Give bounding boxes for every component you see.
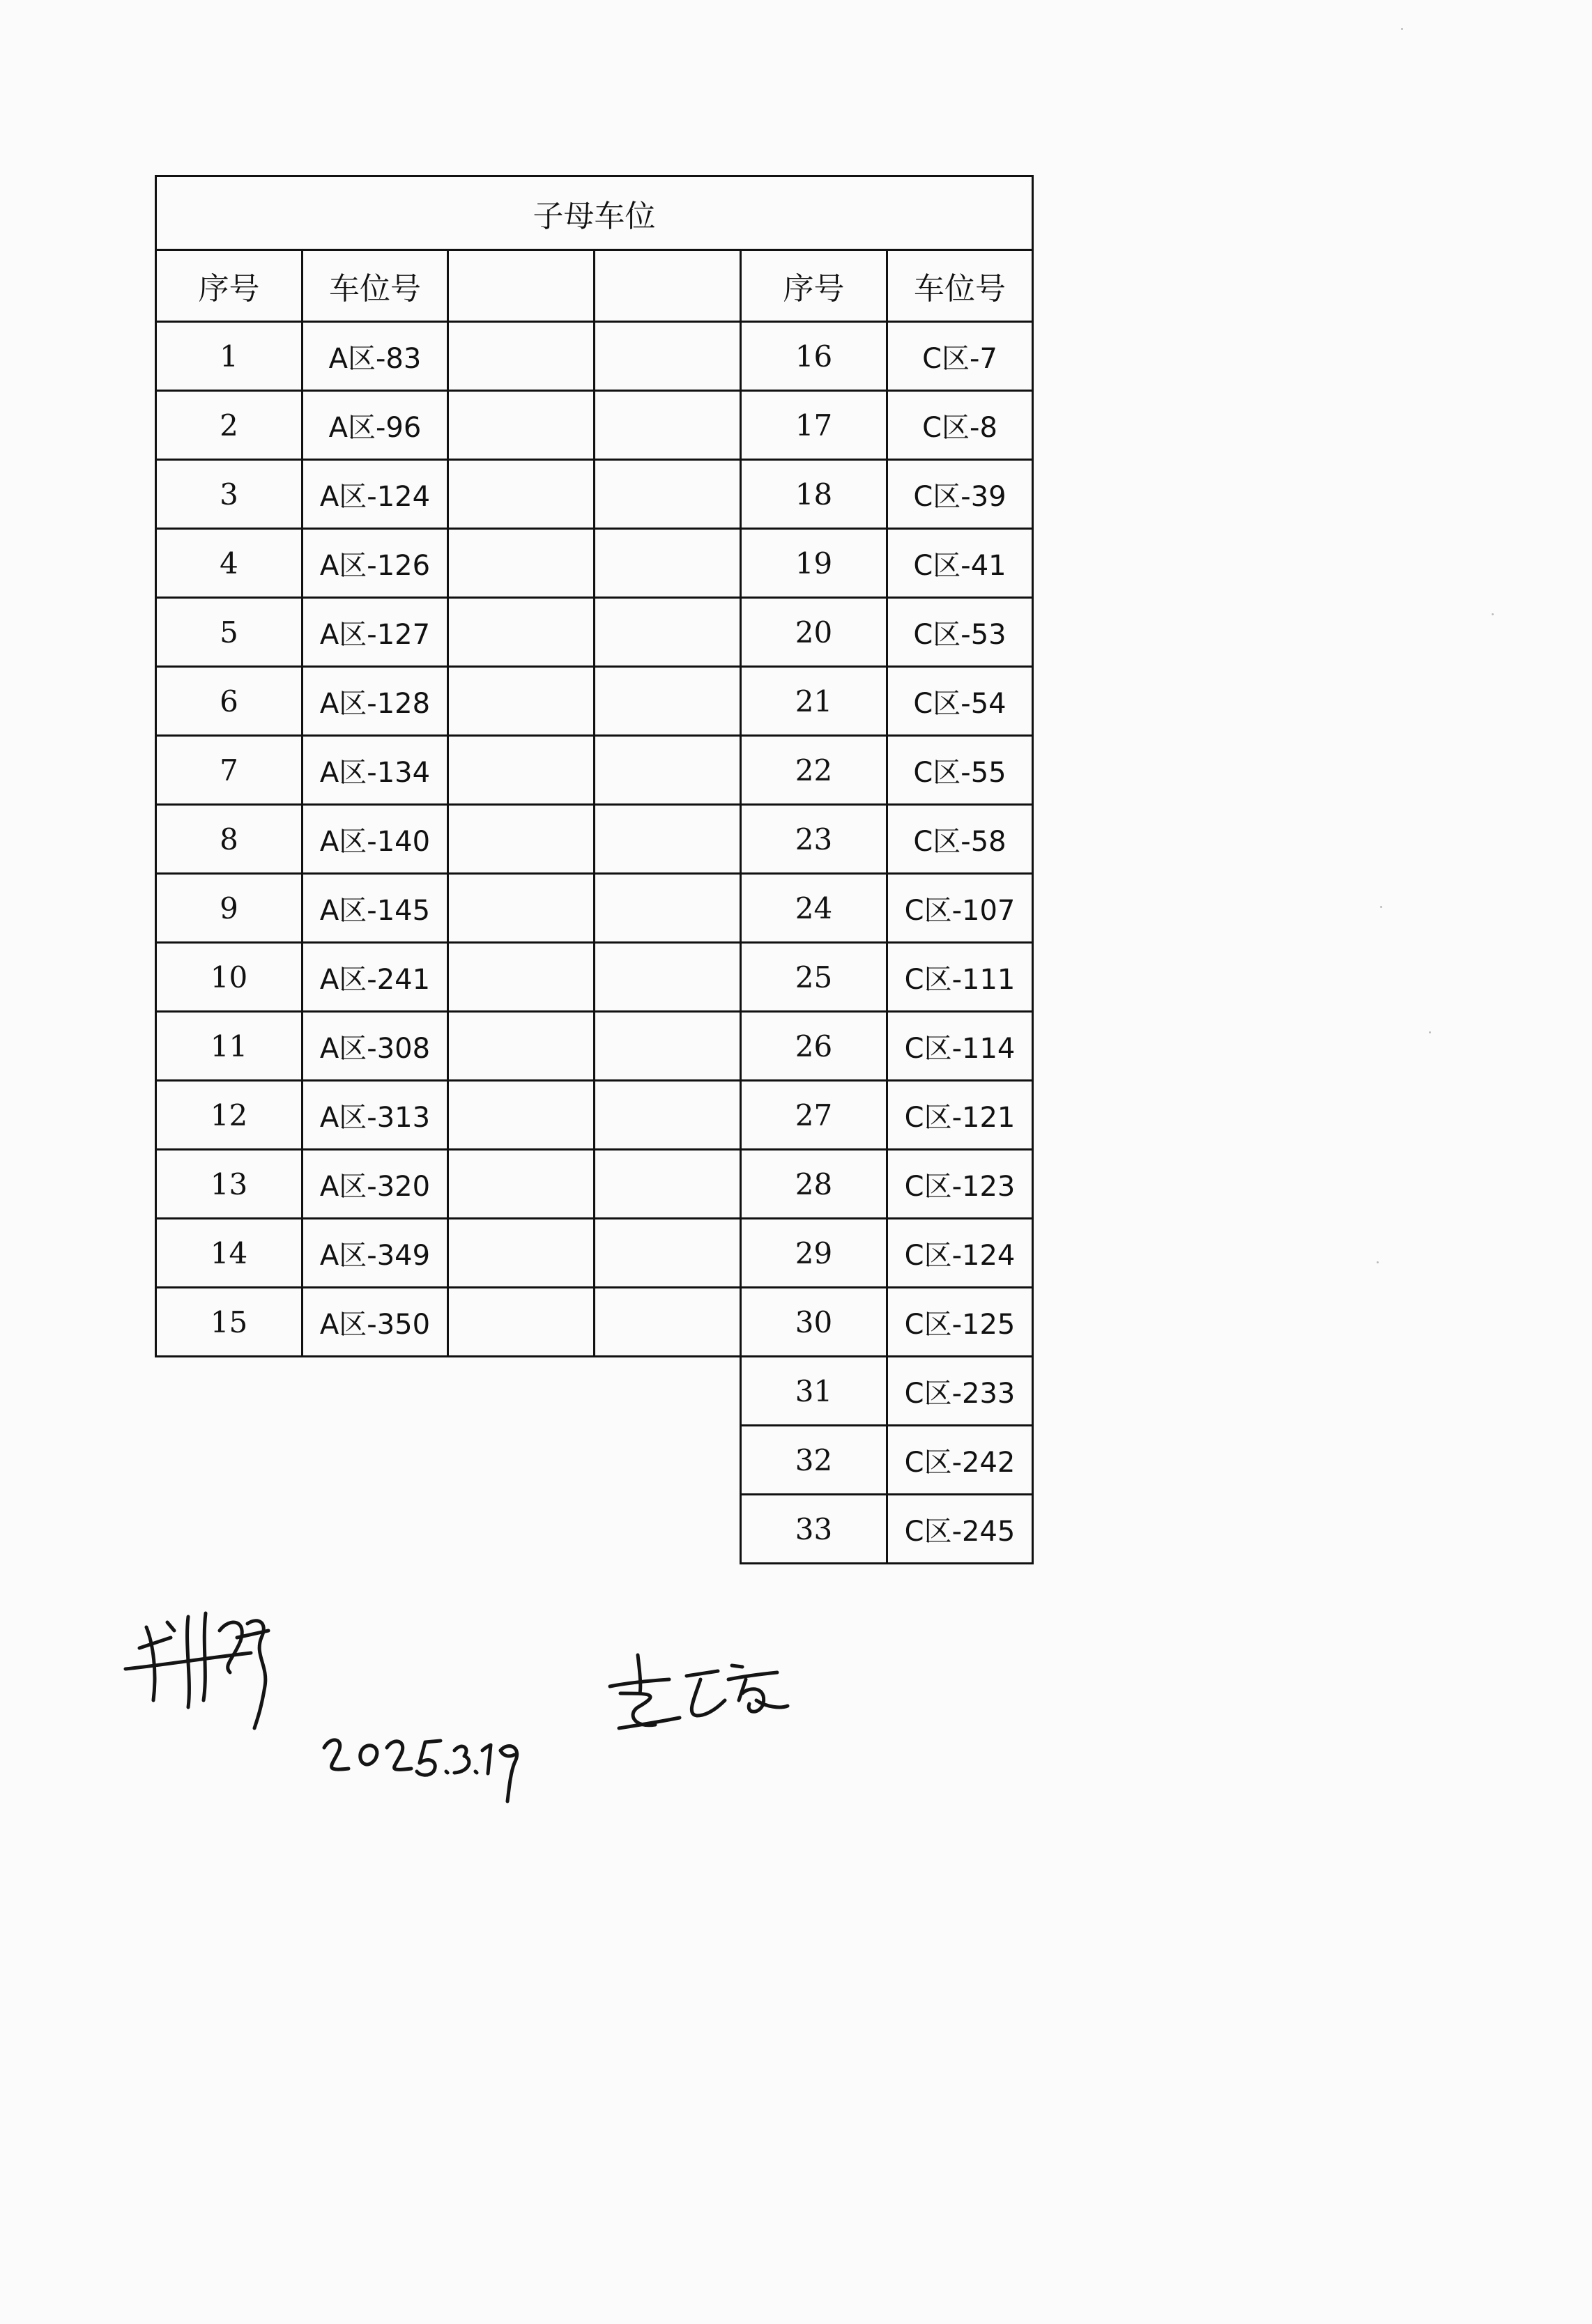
table-gap-cell <box>303 1357 448 1426</box>
row-seq-left: 2 <box>156 391 303 460</box>
row-blank-cell <box>448 1081 595 1150</box>
row-blank-cell <box>448 1150 595 1219</box>
parking-space-table <box>155 175 1034 1564</box>
row-blank-cell <box>595 322 741 391</box>
row-blank-cell <box>595 874 741 943</box>
row-space-left: A区-145 <box>303 874 448 943</box>
row-blank-cell <box>448 460 595 529</box>
row-space-right: C区-107 <box>887 874 1033 943</box>
table-header-row <box>156 250 1033 322</box>
scan-speck <box>1492 613 1494 615</box>
row-blank-cell <box>448 805 595 874</box>
row-seq-right: 19 <box>741 529 887 598</box>
row-seq-left: 12 <box>156 1081 303 1150</box>
row-blank-cell <box>448 736 595 805</box>
table-row <box>156 460 1033 529</box>
row-blank-cell <box>595 460 741 529</box>
table-row <box>156 805 1033 874</box>
row-space-left: A区-350 <box>303 1288 448 1357</box>
row-space-right: C区-242 <box>887 1426 1033 1495</box>
row-blank-cell <box>595 667 741 736</box>
row-seq-right: 33 <box>741 1495 887 1564</box>
row-blank-cell <box>595 805 741 874</box>
row-space-left: A区-349 <box>303 1219 448 1288</box>
table-gap-cell <box>448 1426 595 1495</box>
row-space-right: C区-121 <box>887 1081 1033 1150</box>
row-blank-cell <box>595 1150 741 1219</box>
signature-area <box>118 1589 885 1826</box>
row-space-right: C区-114 <box>887 1012 1033 1081</box>
row-space-right: C区-53 <box>887 598 1033 667</box>
row-space-left: A区-126 <box>303 529 448 598</box>
row-space-right: C区-39 <box>887 460 1033 529</box>
row-space-left: A区-320 <box>303 1150 448 1219</box>
row-seq-left: 7 <box>156 736 303 805</box>
header-seq-right: 序号 <box>741 250 887 322</box>
table-title-row <box>156 176 1033 250</box>
row-blank-cell <box>448 667 595 736</box>
row-blank-cell <box>595 1219 741 1288</box>
table-row <box>156 529 1033 598</box>
table-gap-cell <box>448 1495 595 1564</box>
row-seq-right: 30 <box>741 1288 887 1357</box>
row-space-left: A区-127 <box>303 598 448 667</box>
table-row <box>156 1219 1033 1288</box>
scan-speck <box>1377 1261 1379 1263</box>
row-seq-left: 14 <box>156 1219 303 1288</box>
header-space-left: 车位号 <box>303 250 448 322</box>
row-seq-right: 23 <box>741 805 887 874</box>
row-blank-cell <box>595 391 741 460</box>
table-row <box>156 1426 1033 1495</box>
row-seq-left: 11 <box>156 1012 303 1081</box>
row-space-left: A区-140 <box>303 805 448 874</box>
row-seq-right: 26 <box>741 1012 887 1081</box>
row-blank-cell <box>595 1012 741 1081</box>
table-row <box>156 667 1033 736</box>
scan-speck <box>1429 1031 1431 1033</box>
row-space-left: A区-96 <box>303 391 448 460</box>
row-seq-left: 15 <box>156 1288 303 1357</box>
row-blank-cell <box>448 1219 595 1288</box>
row-seq-right: 32 <box>741 1426 887 1495</box>
row-space-right: C区-123 <box>887 1150 1033 1219</box>
header-space-right: 车位号 <box>887 250 1033 322</box>
row-space-left: A区-313 <box>303 1081 448 1150</box>
scan-speck <box>1401 28 1403 30</box>
table-gap-cell <box>156 1495 303 1564</box>
table-gap-cell <box>303 1426 448 1495</box>
row-space-right: C区-55 <box>887 736 1033 805</box>
row-space-right: C区-54 <box>887 667 1033 736</box>
row-blank-cell <box>448 529 595 598</box>
signature-2 <box>610 1655 788 1728</box>
row-blank-cell <box>595 1288 741 1357</box>
table-row <box>156 736 1033 805</box>
row-blank-cell <box>448 943 595 1012</box>
row-blank-cell <box>595 598 741 667</box>
row-space-right: C区-125 <box>887 1288 1033 1357</box>
table-row <box>156 322 1033 391</box>
row-seq-left: 1 <box>156 322 303 391</box>
header-blank-1 <box>448 250 595 322</box>
row-space-left: A区-124 <box>303 460 448 529</box>
header-blank-2 <box>595 250 741 322</box>
row-blank-cell <box>448 391 595 460</box>
handwritten-signatures <box>118 1589 885 1826</box>
row-blank-cell <box>448 1012 595 1081</box>
row-seq-right: 25 <box>741 943 887 1012</box>
row-blank-cell <box>595 529 741 598</box>
row-seq-right: 17 <box>741 391 887 460</box>
table-row <box>156 1357 1033 1426</box>
row-seq-right: 28 <box>741 1150 887 1219</box>
table-row <box>156 391 1033 460</box>
row-space-right: C区-58 <box>887 805 1033 874</box>
row-space-right: C区-7 <box>887 322 1033 391</box>
row-blank-cell <box>448 322 595 391</box>
row-space-left: A区-308 <box>303 1012 448 1081</box>
table-gap-cell <box>156 1357 303 1426</box>
table-gap-cell <box>156 1426 303 1495</box>
row-seq-right: 18 <box>741 460 887 529</box>
row-seq-right: 22 <box>741 736 887 805</box>
table-row <box>156 598 1033 667</box>
row-seq-left: 4 <box>156 529 303 598</box>
row-seq-right: 27 <box>741 1081 887 1150</box>
table-gap-cell <box>595 1495 741 1564</box>
table-row <box>156 874 1033 943</box>
row-seq-left: 3 <box>156 460 303 529</box>
row-space-left: A区-241 <box>303 943 448 1012</box>
row-seq-right: 29 <box>741 1219 887 1288</box>
table-row <box>156 1081 1033 1150</box>
table-title: 子母车位 <box>156 176 1033 250</box>
row-space-left: A区-128 <box>303 667 448 736</box>
row-seq-left: 8 <box>156 805 303 874</box>
table-gap-cell <box>303 1495 448 1564</box>
row-seq-right: 24 <box>741 874 887 943</box>
row-seq-left: 13 <box>156 1150 303 1219</box>
row-seq-left: 5 <box>156 598 303 667</box>
row-blank-cell <box>595 943 741 1012</box>
table-row <box>156 1495 1033 1564</box>
table-row <box>156 1288 1033 1357</box>
row-blank-cell <box>448 874 595 943</box>
row-seq-left: 9 <box>156 874 303 943</box>
row-space-left: A区-83 <box>303 322 448 391</box>
row-blank-cell <box>595 1081 741 1150</box>
signature-date <box>324 1740 517 1801</box>
table-row <box>156 943 1033 1012</box>
row-blank-cell <box>595 736 741 805</box>
scan-speck <box>1380 906 1382 908</box>
row-seq-right: 16 <box>741 322 887 391</box>
row-space-right: C区-111 <box>887 943 1033 1012</box>
row-space-right: C区-8 <box>887 391 1033 460</box>
table-gap-cell <box>595 1426 741 1495</box>
row-seq-left: 10 <box>156 943 303 1012</box>
row-seq-right: 21 <box>741 667 887 736</box>
row-space-right: C区-245 <box>887 1495 1033 1564</box>
signature-1 <box>125 1613 268 1728</box>
row-space-left: A区-134 <box>303 736 448 805</box>
table-gap-cell <box>448 1357 595 1426</box>
table-row <box>156 1150 1033 1219</box>
row-seq-right: 20 <box>741 598 887 667</box>
row-seq-right: 31 <box>741 1357 887 1426</box>
row-space-right: C区-41 <box>887 529 1033 598</box>
row-blank-cell <box>448 1288 595 1357</box>
table-row <box>156 1012 1033 1081</box>
row-space-right: C区-233 <box>887 1357 1033 1426</box>
row-blank-cell <box>448 598 595 667</box>
row-seq-left: 6 <box>156 667 303 736</box>
header-seq-left: 序号 <box>156 250 303 322</box>
table-gap-cell <box>595 1357 741 1426</box>
row-space-right: C区-124 <box>887 1219 1033 1288</box>
